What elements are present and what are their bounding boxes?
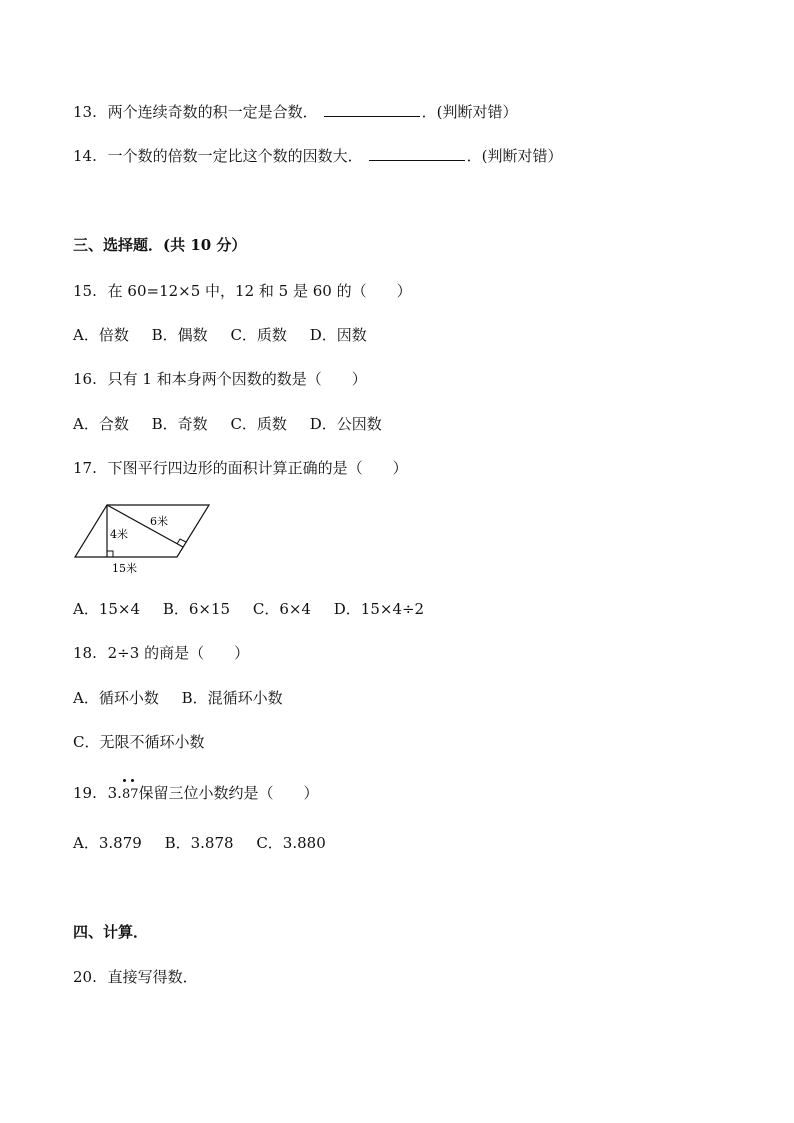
option-c[interactable]: C．无限不循环小数 bbox=[73, 733, 205, 751]
options-18-row2 bbox=[73, 732, 222, 752]
question-number: 17. bbox=[73, 459, 97, 477]
right-angle-mark-side bbox=[177, 539, 186, 544]
question-16 bbox=[73, 369, 367, 389]
question-text: 直接写得数． bbox=[107, 968, 198, 986]
option-d[interactable]: D．15×4÷2 bbox=[333, 600, 425, 618]
question-text: 只有 1 和本身两个因数的数是（ ） bbox=[107, 370, 367, 388]
option-b[interactable]: B．3.878 bbox=[164, 834, 234, 852]
question-text: 在 60=12×5 中，12 和 5 是 60 的（ ） bbox=[107, 282, 412, 300]
option-a[interactable]: A．15×4 bbox=[73, 600, 141, 618]
option-b[interactable]: B．混循环小数 bbox=[181, 689, 283, 707]
right-angle-mark-base bbox=[107, 551, 113, 557]
question-number: 20. bbox=[73, 968, 97, 986]
question-18 bbox=[73, 643, 249, 663]
section-heading-3: 三、选择题．(共 10 分） bbox=[73, 236, 247, 254]
question-text: 2÷3 的商是（ ） bbox=[107, 644, 250, 662]
question-number: 13. bbox=[73, 103, 97, 121]
parallelogram-shape bbox=[75, 505, 209, 557]
option-a[interactable]: A．合数 bbox=[73, 415, 129, 433]
question-number: 18. bbox=[73, 644, 97, 662]
repeating-digits: 87 bbox=[122, 785, 139, 805]
question-number: 15. bbox=[73, 282, 97, 300]
option-b[interactable]: B．偶数 bbox=[151, 326, 208, 344]
question-text: 保留三位小数约是（ ） bbox=[138, 784, 319, 802]
answer-blank[interactable] bbox=[324, 102, 420, 117]
label-4m: 4米 bbox=[110, 528, 128, 541]
question-19 bbox=[73, 783, 319, 805]
option-a[interactable]: A．循环小数 bbox=[73, 689, 159, 707]
option-a[interactable]: A．倍数 bbox=[73, 326, 129, 344]
question-number: 14. bbox=[73, 147, 97, 165]
question-text: 下图平行四边形的面积计算正确的是（ ） bbox=[107, 459, 408, 477]
option-c[interactable]: C．质数 bbox=[230, 415, 287, 433]
options-18-row1 bbox=[73, 688, 301, 708]
section-heading-4: 四、计算． bbox=[73, 923, 149, 941]
question-17 bbox=[73, 458, 408, 478]
option-c[interactable]: C．质数 bbox=[230, 326, 287, 344]
question-15 bbox=[73, 281, 412, 301]
options-17 bbox=[73, 599, 442, 619]
option-c[interactable]: C．3.880 bbox=[256, 834, 326, 852]
option-d[interactable]: D．因数 bbox=[309, 326, 367, 344]
options-15 bbox=[73, 325, 385, 345]
question-number: 19. bbox=[73, 784, 97, 802]
options-19 bbox=[73, 833, 344, 853]
question-13 bbox=[73, 102, 518, 122]
number-prefix: 3. bbox=[107, 784, 122, 802]
question-text: 两个连续奇数的积一定是合数． bbox=[107, 103, 318, 121]
option-b[interactable]: B．6×15 bbox=[162, 600, 231, 618]
label-15m: 15米 bbox=[112, 562, 137, 575]
question-tail: ．(判断对错） bbox=[466, 147, 563, 165]
option-a[interactable]: A．3.879 bbox=[73, 834, 142, 852]
options-16 bbox=[73, 414, 400, 434]
parallelogram-figure bbox=[70, 500, 220, 578]
option-d[interactable]: D．公因数 bbox=[309, 415, 382, 433]
option-b[interactable]: B．奇数 bbox=[151, 415, 208, 433]
question-number: 16. bbox=[73, 370, 97, 388]
question-14 bbox=[73, 146, 563, 166]
label-6m: 6米 bbox=[150, 515, 168, 528]
question-20 bbox=[73, 967, 198, 987]
option-c[interactable]: C．6×4 bbox=[252, 600, 311, 618]
question-tail: ．(判断对错） bbox=[421, 103, 518, 121]
answer-blank[interactable] bbox=[369, 146, 465, 161]
question-text: 一个数的倍数一定比这个数的因数大． bbox=[107, 147, 363, 165]
